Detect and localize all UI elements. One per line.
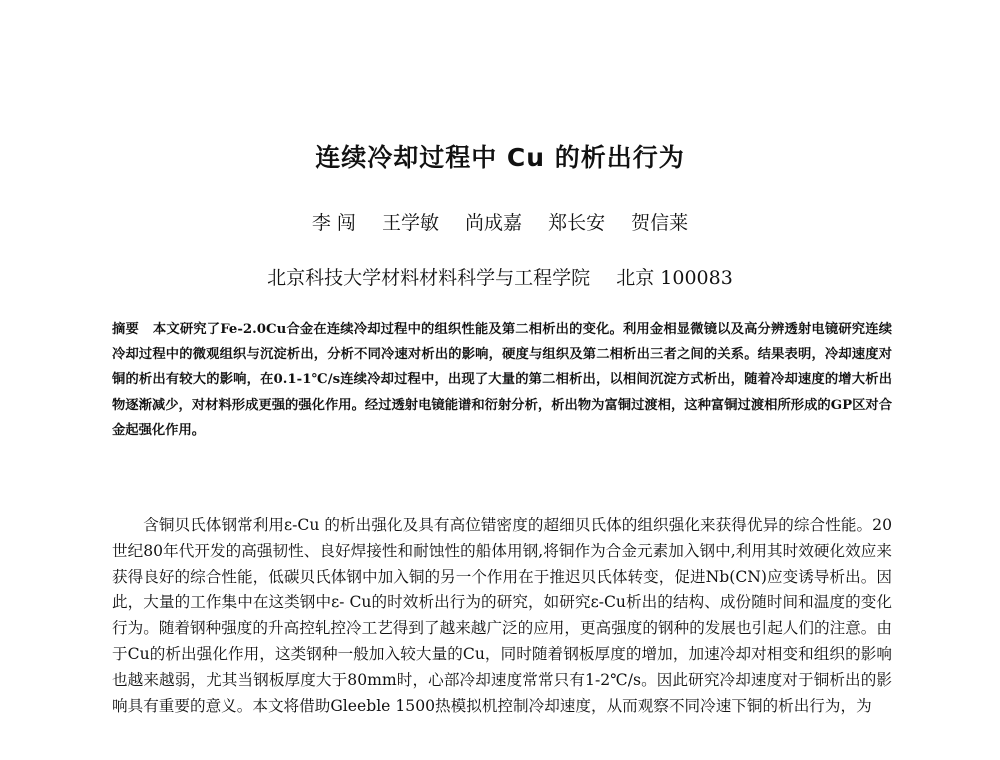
body-paragraph: 含铜贝氏体钢常利用ε-Cu 的析出强化及具有高位错密度的超细贝氏体的组织强化来获得优异的综合性能。20世纪80年代开发的高强韧性、良好焊接性和耐蚀性的船体用钢,将铜作为合金元素加入钢中,利用其时效硬化效应来获得良好的综合性能，低碳贝氏体钢中加入铜的另一个作用在于推迟贝氏体转变，促进Nb(CN)应变诱导析出。因此，大量的工作集中在这类钢中ε- Cu的时效析出行为的研究，如研究ε-Cu析出的结构、成份随时间和温度的变化行为。随着钢种强度的升高控轧控冷工艺得到了越来越广泛的应用，更高强度的钢种的发展也引起人们的注意。由于Cu的析出强化作用，这类钢种一般加入较大量的Cu，同时随着钢板厚度的增加，加速冷却对相变和组织的影响也越来越弱，尤其当钢板厚度大于80mm时，心部冷却速度常常只有1-2℃/s。因此研究冷却速度对于铜析出的影响具有重要的意义。本文将借助Gleeble 1500热模拟机控制冷却速度，从而观察不同冷速下铜的析出行为，为 [112, 516, 892, 715]
affiliation [0, 263, 1000, 290]
author-name: 尚成嘉 [465, 212, 523, 234]
affiliation-city-zip: 北京 100083 [616, 267, 733, 289]
author-name: 郑长安 [548, 212, 606, 234]
body-text [112, 513, 892, 719]
author-name: 王学敏 [381, 212, 439, 234]
abstract [112, 317, 892, 443]
paper-title: 连续冷却过程中 Cu 的析出行为 [315, 143, 685, 172]
abstract-label: 摘要 [112, 322, 139, 337]
author-name: 李 闯 [311, 212, 356, 234]
affiliation-institution: 北京科技大学材料材料科学与工程学院 [267, 267, 591, 289]
author-name: 贺信莱 [631, 212, 689, 234]
abstract-text: 本文研究了Fe-2.0Cu合金在连续冷却过程中的组织性能及第二相析出的变化。利用金相显微镜以及高分辨透射电镜研究连续冷却过程中的微观组织与沉淀析出，分析不同冷速对析出的影响，硬度与组织及第二相析出三者之间的关系。结果表明，冷却速度对铜的析出有较大的影响，在0.1-1℃/s连续冷却过程中，出现了大量的第二相析出，以相间沉淀方式析出，随着冷却速度的增大析出物逐渐减少，对材料形成更强的强化作用。经过透射电镜能谱和衍射分析，析出物为富铜过渡相，这种富铜过渡相所形成的GP区对合金起强化作用。 [112, 322, 892, 438]
author-list [0, 208, 1000, 235]
